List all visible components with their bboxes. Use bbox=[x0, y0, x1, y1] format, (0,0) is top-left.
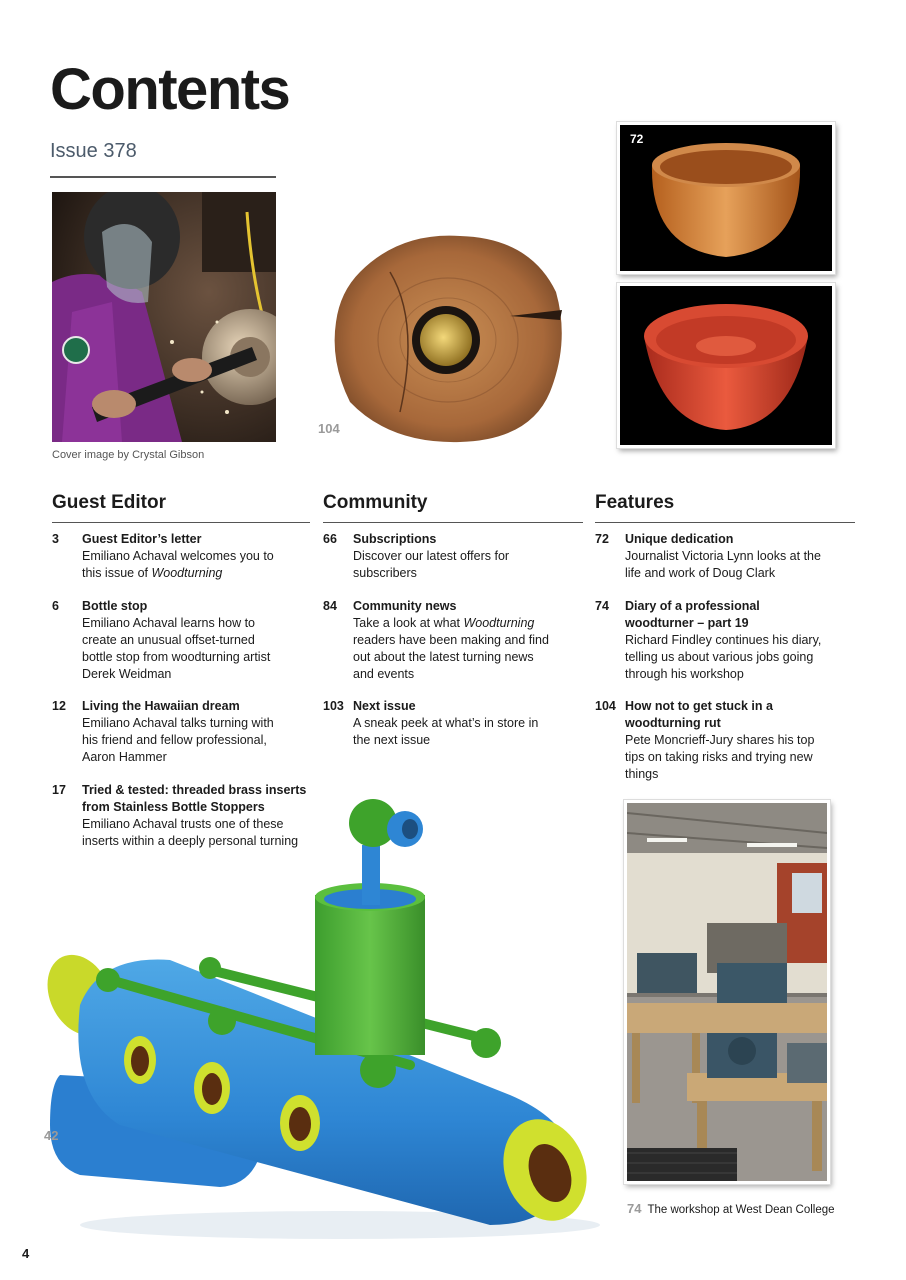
photo-page-74: 74 bbox=[627, 1201, 642, 1216]
entry-title: Living the Hawaiian dream bbox=[82, 699, 240, 713]
contents-entry[interactable] bbox=[595, 531, 835, 582]
entry-page-number: 72 bbox=[595, 532, 609, 546]
section-divider bbox=[52, 522, 310, 523]
natural-bowl-photo bbox=[617, 122, 835, 274]
entry-title: Bottle stop bbox=[82, 599, 148, 613]
entry-title: Next issue bbox=[353, 699, 416, 713]
entry-description: Pete Moncrieff-Jury shares his top tips on taking risks and trying new things bbox=[625, 733, 815, 781]
entry-page-number: 3 bbox=[52, 532, 59, 546]
section-heading-community: Community bbox=[323, 492, 428, 513]
section-heading-guest-editor: Guest Editor bbox=[52, 492, 167, 513]
entry-page-number: 12 bbox=[52, 699, 66, 713]
entry-page-number: 103 bbox=[323, 699, 344, 713]
section-heading-features: Features bbox=[595, 492, 675, 513]
page-title: Contents bbox=[50, 57, 290, 122]
entry-title: How not to get stuck in a woodturning rut bbox=[625, 699, 773, 730]
entry-page-number: 6 bbox=[52, 599, 59, 613]
cover-photo bbox=[52, 192, 276, 442]
contents-entry[interactable] bbox=[52, 598, 282, 683]
entry-description: Journalist Victoria Lynn looks at the life and work of Doug Clark bbox=[625, 549, 821, 580]
entry-description: Richard Findley continues his diary, telling us about various jobs going through his workshop bbox=[625, 633, 822, 681]
entry-title: Unique dedication bbox=[625, 532, 734, 546]
log-bowl-photo bbox=[330, 232, 570, 446]
contents-entry[interactable] bbox=[323, 598, 553, 683]
page-folio: 4 bbox=[22, 1246, 30, 1261]
contents-entry[interactable] bbox=[52, 531, 282, 582]
entry-title: Subscriptions bbox=[353, 532, 437, 546]
entry-description: Emiliano Achaval welcomes you to this issue of Woodturning bbox=[82, 549, 274, 580]
photo-page-42: 42 bbox=[44, 1128, 59, 1143]
entry-description: Emiliano Achaval learns how to create an unusual offset-turned bottle stop from woodturning artist Derek Weidman bbox=[82, 616, 271, 681]
contents-entry[interactable] bbox=[595, 598, 835, 683]
header-divider bbox=[50, 176, 276, 178]
entry-title: Community news bbox=[353, 599, 457, 613]
entry-page-number: 74 bbox=[595, 599, 609, 613]
photo-page-104: 104 bbox=[318, 421, 340, 436]
contents-entry[interactable] bbox=[323, 698, 553, 749]
photo-page-72: 72 bbox=[630, 132, 644, 146]
section-divider bbox=[595, 522, 855, 523]
submarine-turning-photo bbox=[40, 795, 600, 1245]
contents-entry[interactable] bbox=[595, 698, 835, 783]
entry-page-number: 84 bbox=[323, 599, 337, 613]
entry-page-number: 66 bbox=[323, 532, 337, 546]
entry-title: Tried & tested: threaded brass inserts from Stainless Bottle Stoppers bbox=[82, 783, 307, 814]
entry-title: Diary of a professional woodturner – part 19 bbox=[625, 599, 760, 630]
entry-page-number: 17 bbox=[52, 783, 66, 797]
contents-entry[interactable] bbox=[323, 531, 553, 582]
entry-page-number: 104 bbox=[595, 699, 616, 713]
entry-title: Guest Editor’s letter bbox=[82, 532, 202, 546]
entry-description: Emiliano Achaval talks turning with his friend and fellow professional, Aaron Hammer bbox=[82, 716, 274, 764]
cover-caption: Cover image by Crystal Gibson bbox=[52, 449, 205, 461]
section-divider bbox=[323, 522, 583, 523]
issue-number: Issue 378 bbox=[50, 140, 137, 162]
workshop-photo bbox=[624, 800, 830, 1184]
entry-description: Discover our latest offers for subscribers bbox=[353, 549, 510, 580]
entry-description: A sneak peek at what’s in store in the next issue bbox=[353, 716, 539, 747]
red-bowl-photo bbox=[617, 283, 835, 448]
contents-entry[interactable] bbox=[52, 698, 282, 766]
workshop-caption: 74 The workshop at West Dean College bbox=[627, 1201, 835, 1216]
entry-description: Emiliano Achaval trusts one of these inserts within a deeply personal turning bbox=[82, 817, 299, 848]
entry-description: Take a look at what Woodturning readers have been making and find out about the latest turning news and events bbox=[353, 616, 549, 681]
